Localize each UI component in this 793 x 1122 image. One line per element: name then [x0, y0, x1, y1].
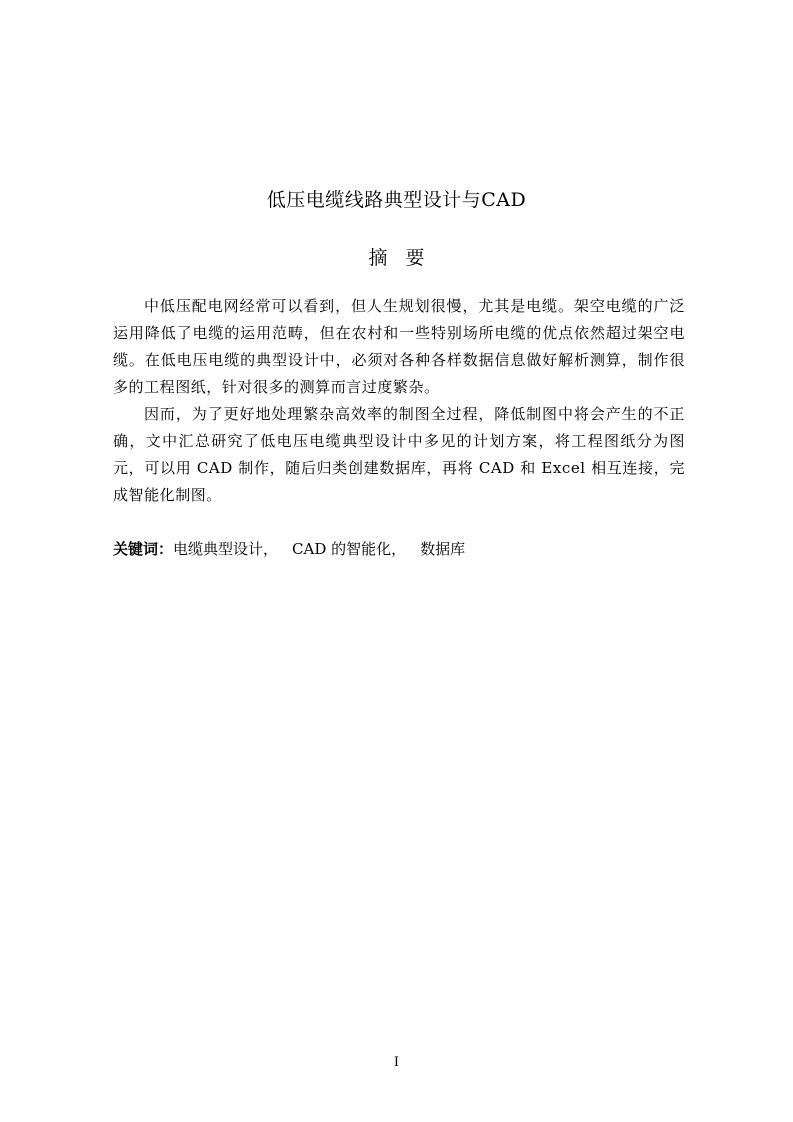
keyword-item: CAD 的智能化，	[292, 540, 407, 558]
page-number: I	[393, 1055, 400, 1070]
keyword-item: 电缆典型设计，	[173, 540, 279, 558]
abstract-paragraph-2: 因而，为了更好地处理繁杂高效率的制图全过程，降低制图中将会产生的不正确，文中汇总研究了低电压电缆典型设计中多见的计划方案，将工程图纸分为图元，可以用 CAD 制作，随后归类创建数据库，再将 CAD 和 Excel 相互连接，完成智能化制图。	[113, 405, 685, 504]
keywords-label: 关键词：	[113, 540, 174, 558]
abstract-paragraph-1: 中低压配电网经常可以看到，但人生规划很慢，尤其是电缆。架空电缆的广泛运用降低了电缆的运用范畴，但在农村和一些特别场所电缆的优点依然超过架空电缆。在低电压电缆的典型设计中，必须对各种各样数据信息做好解析测算，制作很多的工程图纸，针对很多的测算而言过度繁杂。	[113, 297, 685, 396]
keywords-line	[113, 536, 713, 563]
keyword-item: 数据库	[420, 540, 466, 558]
document-title: 低压电缆线路典型设计与CAD	[266, 189, 527, 211]
abstract-heading: 摘要	[368, 247, 443, 269]
abstract-body	[113, 293, 685, 509]
